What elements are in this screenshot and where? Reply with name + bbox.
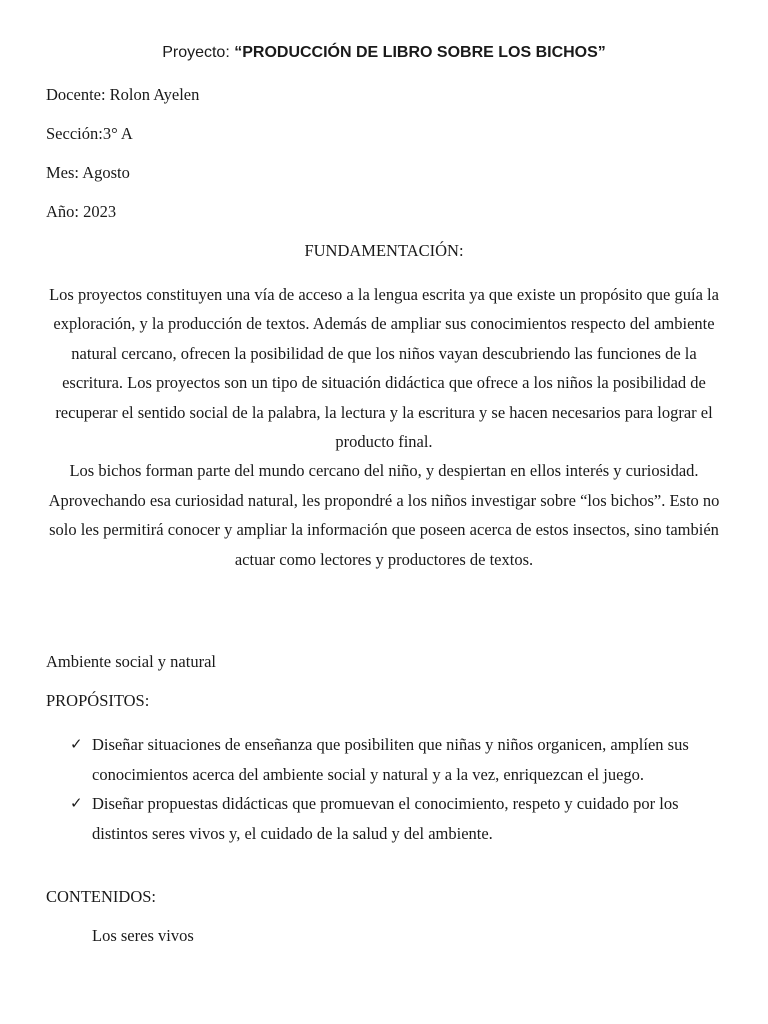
project-prefix: Proyecto:	[162, 44, 235, 61]
contenidos-heading: CONTENIDOS:	[46, 887, 156, 906]
check-icon: ✓	[70, 735, 83, 753]
project-name: “PRODUCCIÓN DE LIBRO SOBRE LOS BICHOS”	[234, 44, 606, 61]
fundamentacion-body	[46, 280, 722, 574]
fundamentacion-paragraph-3: Aprovechando esa curiosidad natural, les propondré a los niños investigar sobre “los bichos”. Esto no solo les permitirá conocer y ampliar la información que poseen acerca de estos insectos, sino también actuar como lectores y productores de textos.	[48, 490, 720, 569]
propositos-list	[70, 730, 730, 848]
proposito-text-2: Diseñar propuestas didácticas que promuevan el conocimiento, respeto y cuidado por los distintos seres vivos y, el cuidado de la salud y del ambiente.	[92, 794, 679, 843]
list-item	[70, 789, 730, 848]
mes-line: Mes: Agosto	[46, 163, 130, 182]
propositos-heading: PROPÓSITOS:	[46, 691, 150, 710]
seccion-line: Sección:3° A	[46, 124, 133, 143]
check-icon: ✓	[70, 794, 83, 812]
area-label: Ambiente social y natural	[46, 652, 216, 671]
docente-line: Docente: Rolon Ayelen	[46, 85, 200, 104]
fundamentacion-heading: FUNDAMENTACIÓN:	[304, 241, 464, 260]
contenidos-item: Los seres vivos	[92, 926, 194, 945]
fundamentacion-paragraph-2: Los bichos forman parte del mundo cercano del niño, y despiertan en ellos interés y curiosidad.	[69, 461, 699, 481]
proposito-text-1: Diseñar situaciones de enseñanza que posibiliten que niñas y niños organicen, amplíen sus conocimientos acerca del ambiente social y natural y a la vez, enriquezcan el juego.	[92, 735, 689, 784]
project-title	[0, 43, 768, 63]
fundamentacion-paragraph-1: Los proyectos constituyen una vía de acceso a la lengua escrita ya que existe un propósito que guía la exploración, y la producción de textos. Además de ampliar sus conocimientos respecto del ambiente natural cercano, ofrecen la posibilidad de que los niños vayan descubriendo las funciones de la escritura. Los proyectos son un tipo de situación didáctica que ofrece a los niños la posibilidad de recuperar el sentido social de la palabra, la lectura y la escritura y se hacen necesarios para lograr el producto final.	[49, 285, 719, 452]
list-item	[70, 730, 730, 789]
anio-line: Año: 2023	[46, 202, 117, 221]
